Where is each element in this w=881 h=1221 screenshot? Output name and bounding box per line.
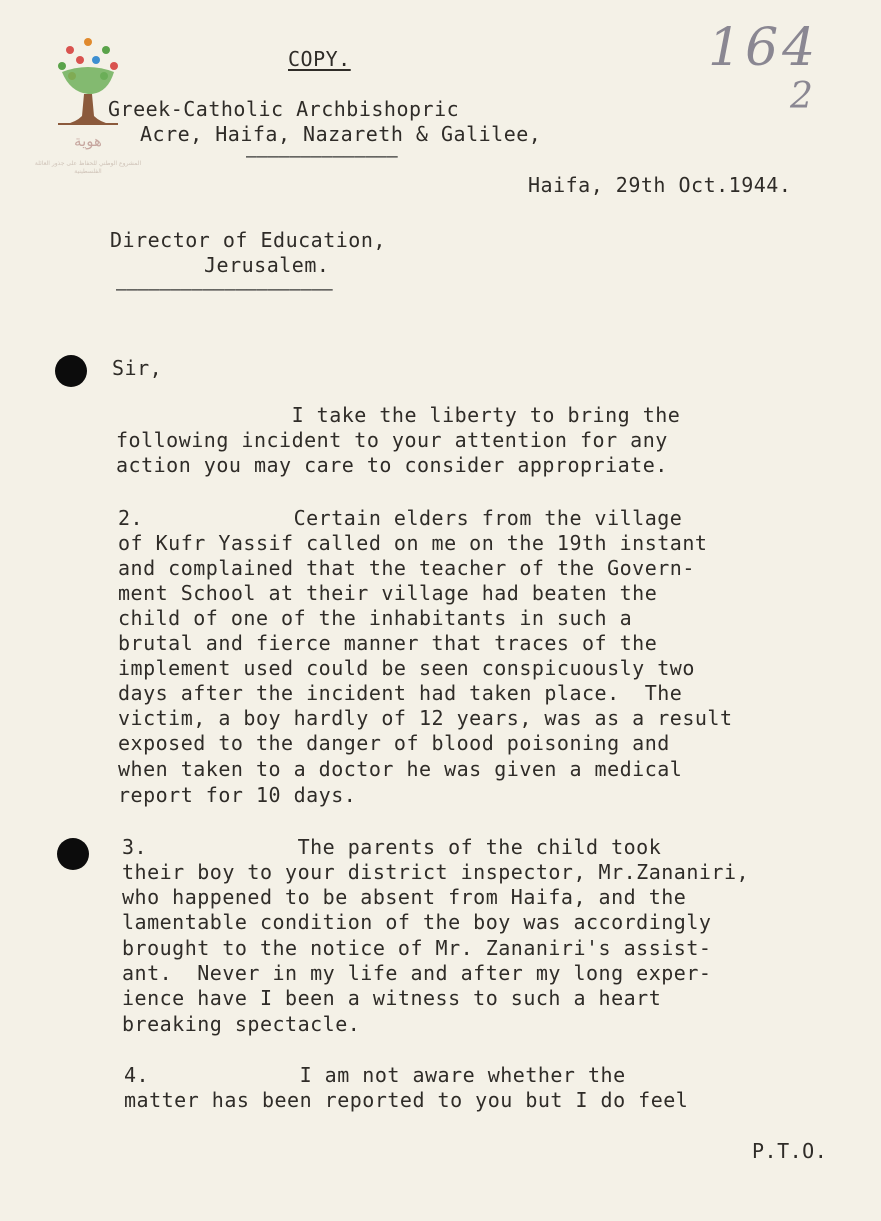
sender-divider: —————————————— bbox=[246, 146, 398, 167]
paragraph-line: brought to the notice of Mr. Zananiri's assist- bbox=[122, 936, 712, 960]
logo-sub-text: المشروع الوطني للحفاظ على جذور العائلة الفلسطينية bbox=[34, 160, 142, 175]
addressee-line-1: Director of Education, bbox=[110, 228, 386, 252]
letter-date: Haifa, 29th Oct.1944. bbox=[528, 173, 792, 197]
paragraph-line: matter has been reported to you but I do feel bbox=[124, 1088, 689, 1112]
punch-hole-bottom bbox=[57, 838, 89, 870]
paragraph-line: implement used could be seen conspicuously two bbox=[118, 656, 695, 680]
paragraph-line: 2. Certain elders from the village bbox=[118, 506, 683, 530]
paragraph-line: child of one of the inhabitants in such a bbox=[118, 606, 633, 630]
paragraph-line: ience have I been a witness to such a heart bbox=[122, 986, 662, 1010]
handwritten-sub-number: 2 bbox=[790, 76, 813, 117]
paragraph-line: who happened to be absent from Haifa, and the bbox=[122, 885, 687, 909]
salutation: Sir, bbox=[112, 356, 163, 380]
paragraph-line: breaking spectacle. bbox=[122, 1012, 361, 1036]
paragraph-line: action you may care to consider appropriate. bbox=[116, 453, 668, 477]
paragraph-line: when taken to a doctor he was given a medical bbox=[118, 757, 683, 781]
paragraph-line: I take the liberty to bring the bbox=[116, 403, 681, 427]
punch-hole-top bbox=[55, 355, 87, 387]
paragraph-line: brutal and fierce manner that traces of the bbox=[118, 631, 658, 655]
paragraph-line: exposed to the danger of blood poisoning and bbox=[118, 731, 670, 755]
sender-line-2: Acre, Haifa, Nazareth & Galilee, bbox=[140, 122, 542, 146]
please-turn-over: P.T.O. bbox=[752, 1139, 828, 1163]
paragraph-line: report for 10 days. bbox=[118, 783, 357, 807]
paragraph-line: following incident to your attention for any bbox=[116, 428, 668, 452]
addressee-line-2: Jerusalem. bbox=[204, 253, 330, 277]
paragraph-line: 3. The parents of the child took bbox=[122, 835, 662, 859]
paragraph-line: ant. Never in my life and after my long exper- bbox=[122, 961, 712, 985]
paragraph-line: their boy to your district inspector, Mr.Zananiri, bbox=[122, 860, 750, 884]
paragraph-line: days after the incident had taken place. The bbox=[118, 681, 683, 705]
paragraph-line: of Kufr Yassif called on me on the 19th instant bbox=[118, 531, 708, 555]
paragraph-line: and complained that the teacher of the Govern- bbox=[118, 556, 695, 580]
handwritten-folio-number: 164 bbox=[708, 18, 820, 78]
paragraph-line: lamentable condition of the boy was accordingly bbox=[122, 910, 712, 934]
logo-arabic-text: هوية bbox=[74, 132, 102, 150]
paragraph-line: victim, a boy hardly of 12 years, was as a result bbox=[118, 706, 733, 730]
sender-line-1: Greek-Catholic Archbishopric bbox=[108, 97, 460, 121]
paragraph-line: 4. I am not aware whether the bbox=[124, 1063, 626, 1087]
copy-mark: COPY. bbox=[288, 47, 351, 71]
paragraph-line: ment School at their village had beaten the bbox=[118, 581, 658, 605]
addressee-divider: ———————————————————— bbox=[116, 279, 333, 300]
